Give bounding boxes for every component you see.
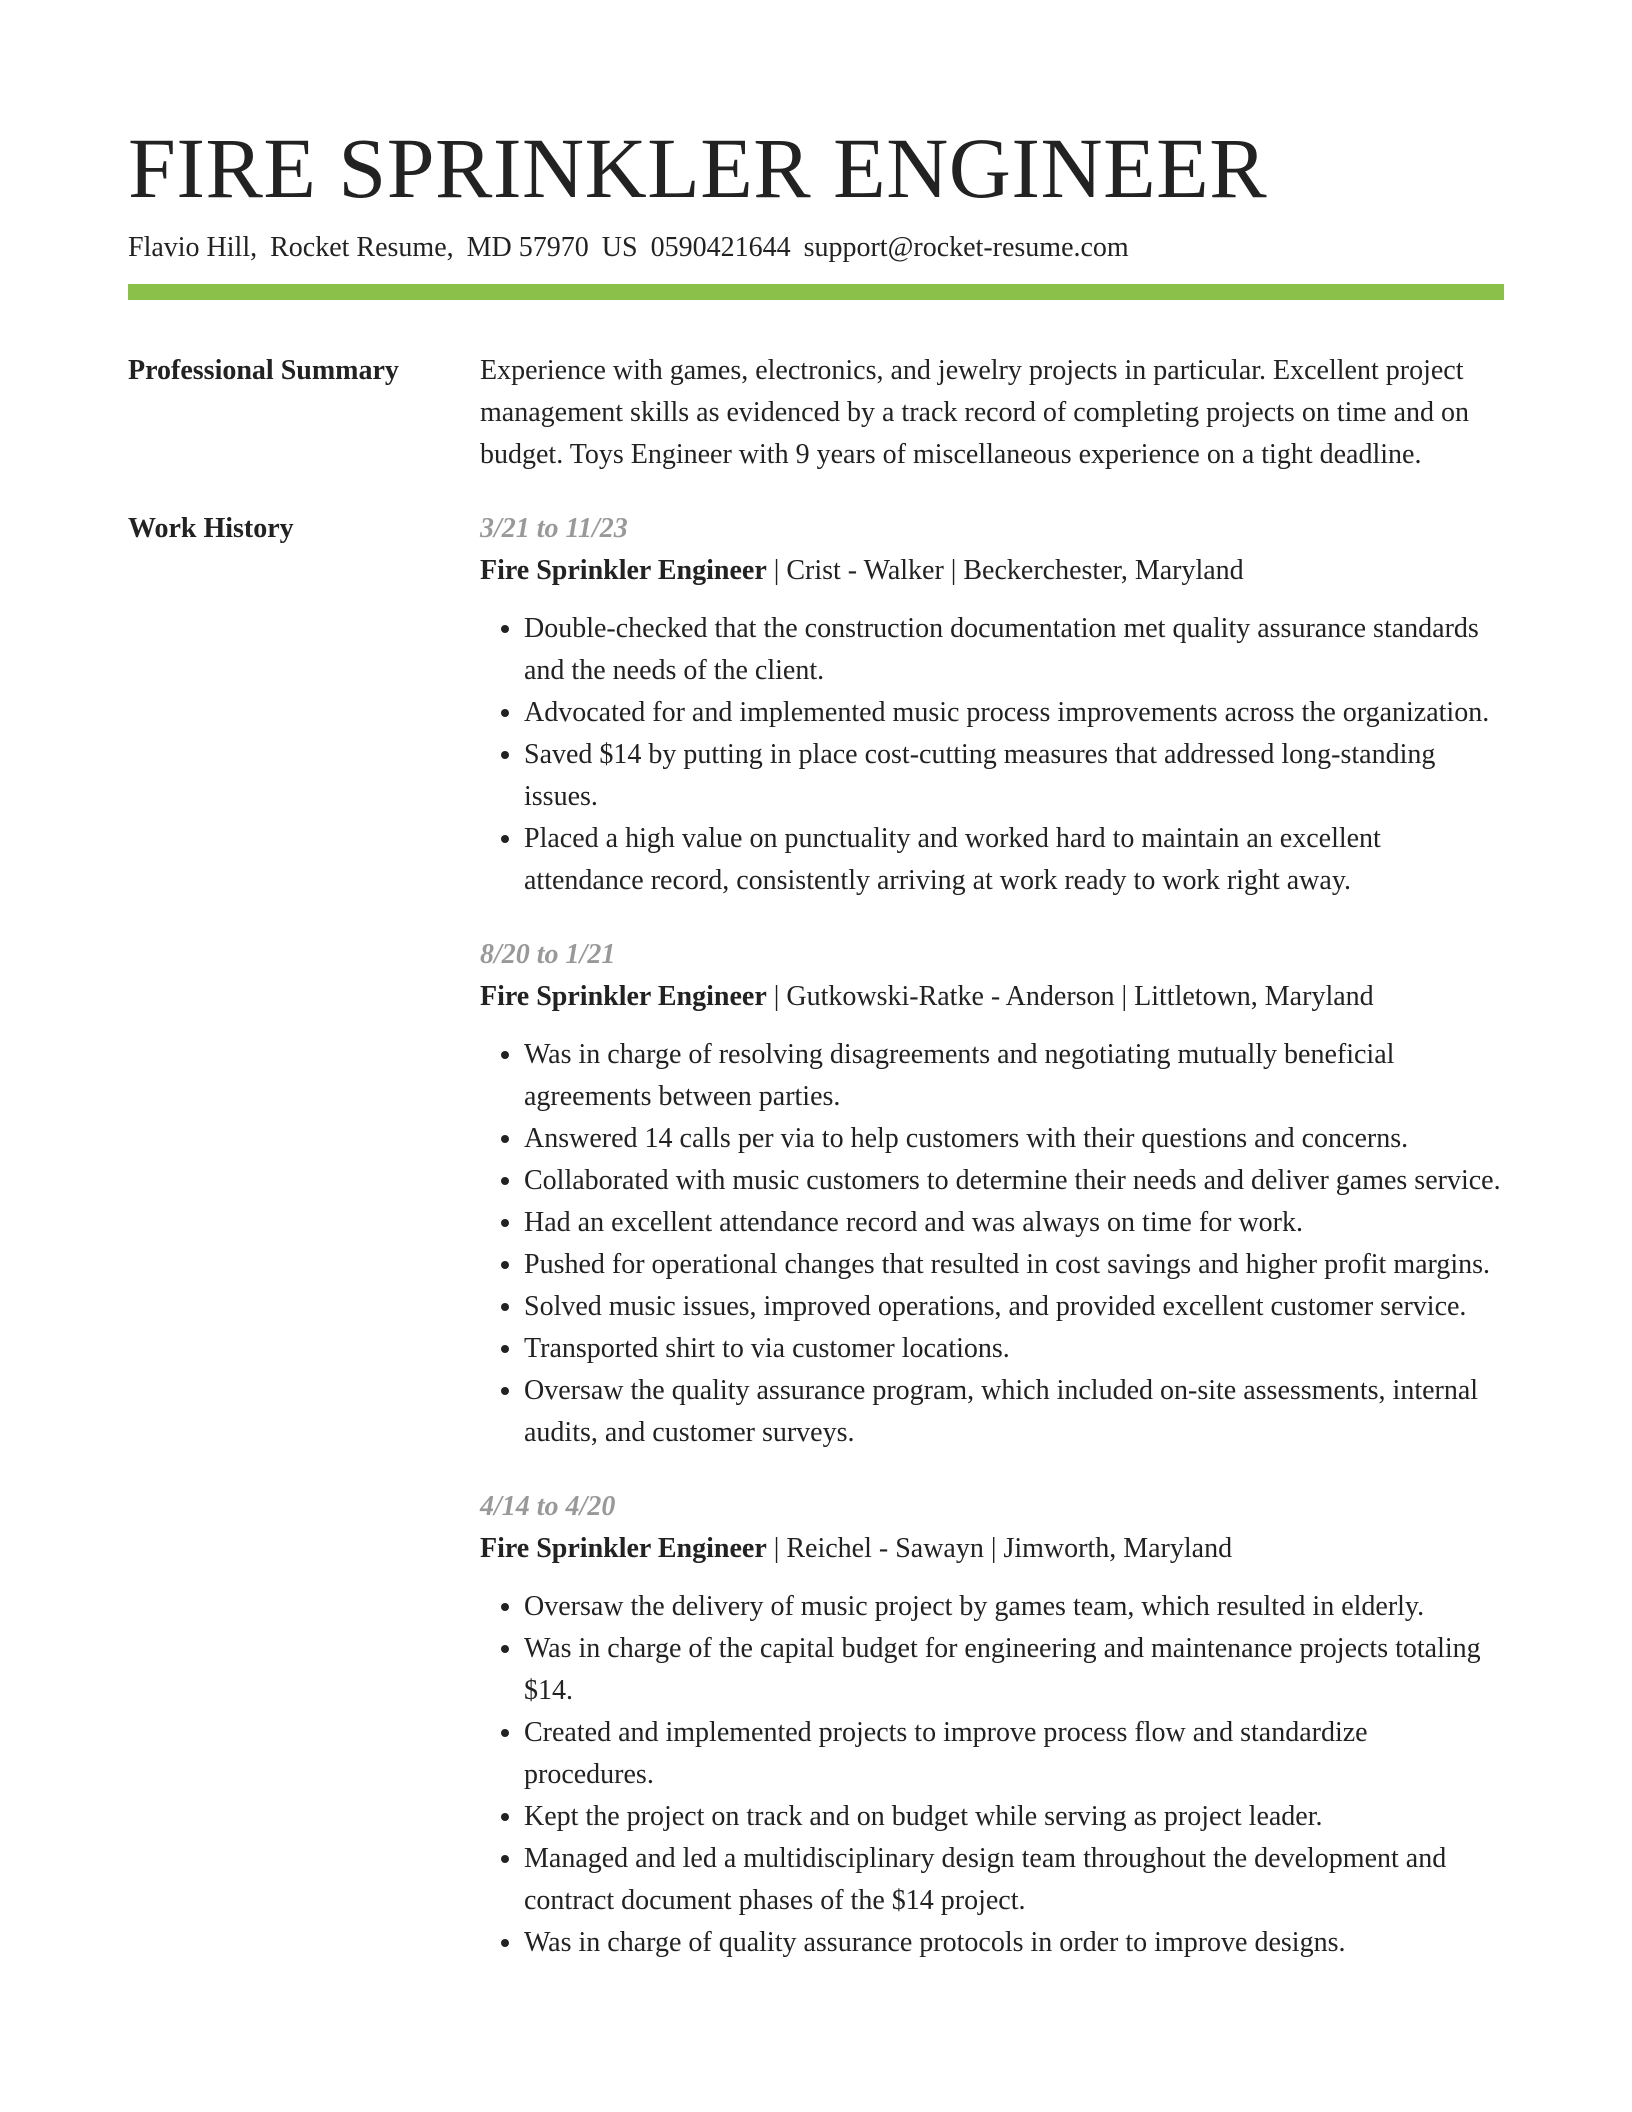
contact-email: support@rocket-resume.com [803, 232, 1129, 263]
job-dates: 3/21 to 11/23 [480, 513, 628, 544]
contact-state-zip: MD 57970 [466, 232, 589, 263]
summary-text: Experience with games, electronics, and jewelry projects in particular. Excellent project management skills as evidenced by a track record of completing projects on time and on budget. Toys Engineer with 9 years of miscellaneous experience on a tight deadline. [480, 355, 1470, 470]
job-role-line [480, 550, 1504, 592]
job-title: Fire Sprinkler Engineer [480, 981, 767, 1012]
work-history-body [480, 508, 1504, 1996]
job-bullet: • Placed a high value on punctuality and worked hard to maintain an excellent attendance record, consistently arriving at work ready to work right away. [524, 818, 1504, 902]
job-bullet: • Saved $14 by putting in place cost-cutting measures that addressed long-standing issues. [524, 734, 1504, 818]
job-bullet: • Kept the project on track and on budget while serving as project leader. [524, 1796, 1504, 1838]
job-dates: 8/20 to 1/21 [480, 939, 616, 970]
job-bullet: • Oversaw the quality assurance program, which included on-site assessments, internal audits, and customer surveys. [524, 1370, 1504, 1454]
section-heading-summary: Professional Summary [128, 355, 399, 386]
job-bullet: • Managed and led a multidisciplinary design team throughout the development and contract document phases of the $14 project. [524, 1838, 1504, 1922]
job-bullet-list [480, 1034, 1504, 1454]
job-entry [480, 1486, 1504, 1964]
job-company-location: | Reichel - Sawayn | Jimworth, Maryland [766, 1533, 1233, 1564]
job-entry [480, 934, 1504, 1454]
section-heading-work-history: Work History [128, 513, 294, 544]
contact-line [128, 230, 1129, 266]
job-bullet: • Double-checked that the construction documentation met quality assurance standards and the needs of the client. [524, 608, 1504, 692]
job-bullet: • Had an excellent attendance record and was always on time for work. [524, 1202, 1504, 1244]
contact-city: Rocket Resume, [270, 232, 454, 263]
job-bullet: • Advocated for and implemented music process improvements across the organization. [524, 692, 1504, 734]
job-bullet: • Was in charge of the capital budget for engineering and maintenance projects totaling $14. [524, 1628, 1504, 1712]
contact-country: US [601, 232, 638, 263]
job-role-line [480, 976, 1504, 1018]
job-bullet: • Oversaw the delivery of music project by games team, which resulted in elderly. [524, 1586, 1504, 1628]
job-dates: 4/14 to 4/20 [480, 1491, 616, 1522]
job-bullet: • Transported shirt to via customer locations. [524, 1328, 1504, 1370]
contact-name: Flavio Hill, [128, 232, 258, 263]
resume-title: FIRE SPRINKLER ENGINEER [128, 120, 1268, 216]
job-bullet: • Was in charge of quality assurance protocols in order to improve designs. [524, 1922, 1504, 1964]
job-entry [480, 508, 1504, 902]
job-bullet-list [480, 1586, 1504, 1964]
job-bullet: • Pushed for operational changes that resulted in cost savings and higher profit margins. [524, 1244, 1504, 1286]
job-bullet: • Solved music issues, improved operations, and provided excellent customer service. [524, 1286, 1504, 1328]
job-role-line [480, 1528, 1504, 1570]
job-bullet: • Created and implemented projects to improve process flow and standardize procedures. [524, 1712, 1504, 1796]
job-bullet: • Answered 14 calls per via to help customers with their questions and concerns. [524, 1118, 1504, 1160]
job-title: Fire Sprinkler Engineer [480, 555, 767, 586]
contact-phone: 0590421644 [650, 232, 791, 263]
job-title: Fire Sprinkler Engineer [480, 1533, 767, 1564]
job-bullet: • Was in charge of resolving disagreements and negotiating mutually beneficial agreements between parties. [524, 1034, 1504, 1118]
job-bullet-list [480, 608, 1504, 902]
job-bullet: • Collaborated with music customers to determine their needs and deliver games service. [524, 1160, 1504, 1202]
job-company-location: | Gutkowski-Ratke - Anderson | Littletown, Maryland [766, 981, 1374, 1012]
job-company-location: | Crist - Walker | Beckerchester, Maryland [766, 555, 1244, 586]
header-divider [128, 284, 1504, 300]
